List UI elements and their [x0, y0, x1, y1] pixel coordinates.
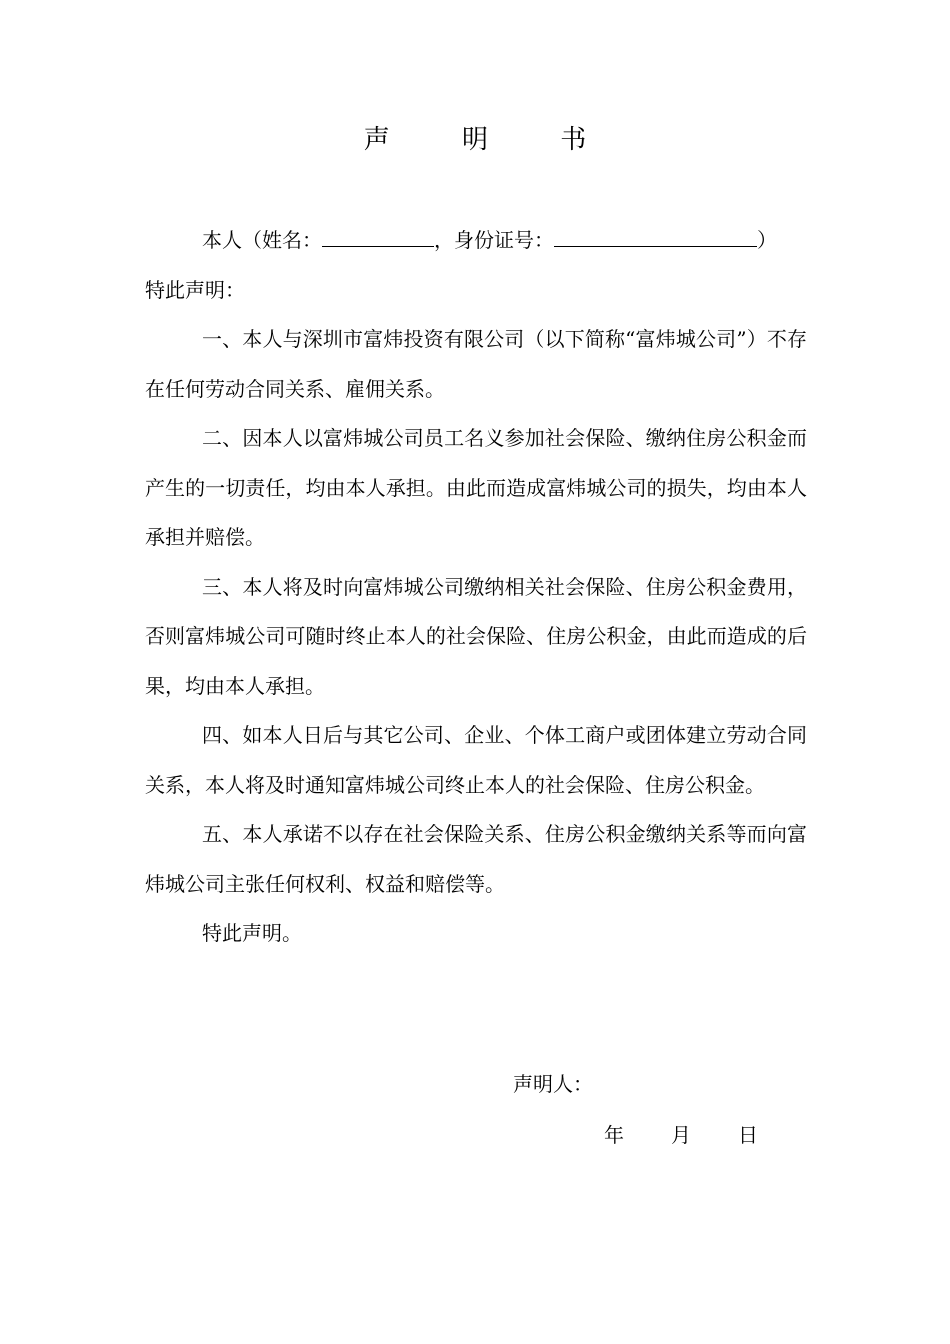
date-year: 年 — [604, 1123, 624, 1147]
clause-3: 三、本人将及时向富炜城公司缴纳相关社会保险、住房公积金费用，否则富炜城公司可随时终止本人的社会保险、住房公积金，由此而造成的后果，均由本人承担。 — [145, 574, 807, 698]
clause-1: 一、本人与深圳市富炜投资有限公司（以下简称“富炜城公司”）不存在任何劳动合同关系、雇佣关系。 — [145, 327, 807, 401]
name-blank[interactable] — [322, 224, 434, 247]
intro-declaration: 特此声明： — [145, 277, 245, 302]
signer-label: 声明人： — [513, 1072, 593, 1096]
document-body — [145, 216, 807, 959]
date-line — [604, 1115, 758, 1155]
id-number-blank[interactable] — [554, 224, 757, 247]
intro-line — [145, 216, 807, 266]
date-month: 月 — [671, 1123, 691, 1147]
clause-4: 四、如本人日后与其它公司、企业、个体工商户或团体建立劳动合同关系，本人将及时通知富炜城公司终止本人的社会保险、住房公积金。 — [145, 723, 807, 797]
clause-5: 五、本人承诺不以存在社会保险关系、住房公积金缴纳关系等而向富炜城公司主张任何权利、权益和赔偿等。 — [145, 822, 807, 896]
intro-prefix: 本人（姓名： — [202, 228, 322, 252]
intro-suffix: ） — [757, 228, 777, 252]
closing-declaration: 特此声明。 — [202, 921, 302, 945]
clause-2: 二、因本人以富炜城公司员工名义参加社会保险、缴纳住房公积金而产生的一切责任，均由本人承担。由此而造成富炜城公司的损失，均由本人承担并赔偿。 — [145, 426, 807, 549]
intro-middle: ，身份证号： — [434, 228, 554, 252]
date-day: 日 — [738, 1123, 758, 1147]
document-title: 声 明 书 — [363, 125, 619, 155]
